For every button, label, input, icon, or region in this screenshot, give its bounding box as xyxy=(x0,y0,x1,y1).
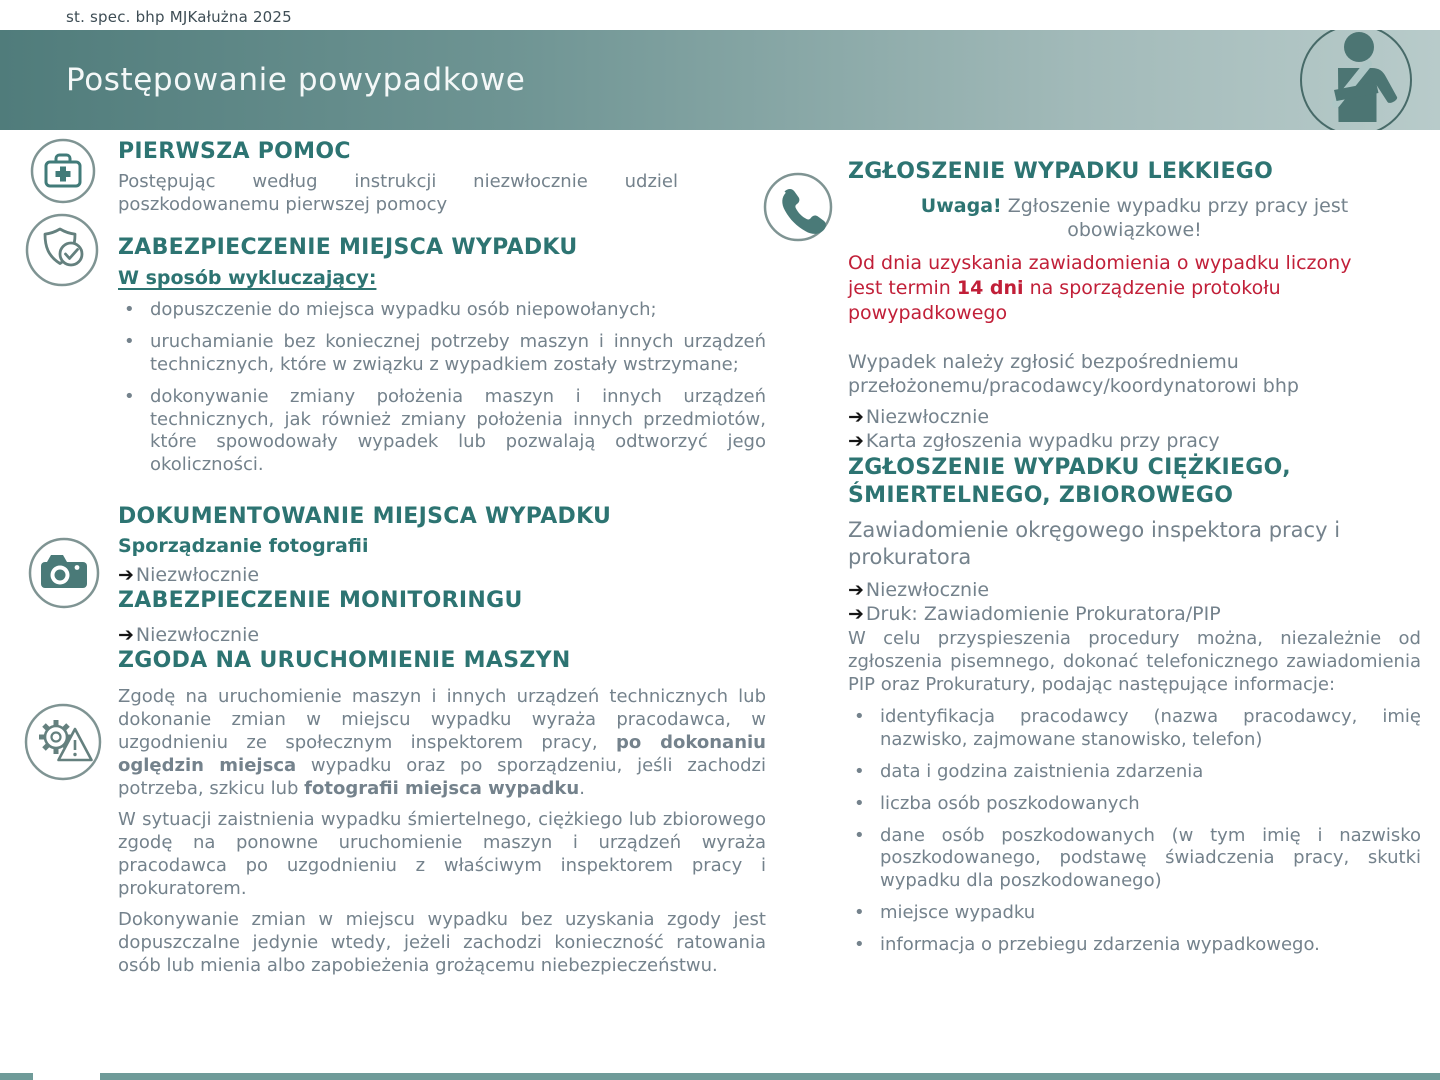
machines-paragraph-1 xyxy=(118,685,766,800)
list-item: • miejsce wypadku xyxy=(848,902,1421,925)
section-title-light-accident: ZGŁOSZENIE WYPADKU LEKKIEGO xyxy=(848,159,1274,184)
protocol-deadline-warning xyxy=(848,251,1380,326)
text-segment-bold: fotografii miejsca wypadku xyxy=(304,778,580,800)
light-accident-deadline xyxy=(848,405,1421,430)
form-text: Druk: Zawiadomienie Prokuratora/PIP xyxy=(865,603,1221,626)
text-segment: na sporządzenie protokołu powypadkowego xyxy=(848,276,1281,325)
machines-paragraph-2: W sytuacji zaistnienia wypadku śmiertelnego, ciężkiego lub zbiorowego zgodę na ponowne uruchomienie maszyn i urządzeń wyraża pracodawca po uzgodnieniu z właściwym inspektorem pracy i prokuratorem. xyxy=(118,809,766,900)
text-segment: Od dnia uzyskania zawiadomienia o wypadku liczony jest termin xyxy=(848,251,1352,299)
list-item: • dokonywanie zmiany położenia maszyn i innych urządzeń technicznych, jak również zmiany położenia innych przedmiotów, które spowodowały wypadek lub pozwalają odtworzyć jego okoliczności. xyxy=(118,386,766,477)
list-item: • uruchamianie bez koniecznej potrzeby maszyn i innych urządzeń technicznych, które w związku z wypadkiem zostały wstrzymane; xyxy=(118,331,766,377)
right-column xyxy=(848,158,1421,966)
light-accident-form xyxy=(848,429,1421,454)
list-item: • identyfikacja pracodawcy (nazwa pracodawcy, imię nazwisko, zajmowane stanowisko, telefon) xyxy=(848,706,1421,752)
footer-bar-segment xyxy=(100,1073,1440,1080)
monitoring-deadline xyxy=(118,623,766,648)
gear-warning-icon xyxy=(23,702,103,782)
deadline-days: 14 dni xyxy=(956,276,1024,299)
severe-accident-form xyxy=(848,602,1421,627)
deadline-text: Niezwłocznie xyxy=(865,578,990,601)
warning-bold: Uwaga! xyxy=(920,194,1002,217)
injured-person-icon xyxy=(1296,30,1416,130)
arrow-icon: ➔ xyxy=(848,430,864,453)
report-to-text: Wypadek należy zgłosić bezpośredniemu przełożonemu/pracodawcy/koordynatorowi bhp xyxy=(848,351,1299,398)
shield-check-icon xyxy=(24,212,100,288)
severe-accident-deadline xyxy=(848,578,1421,603)
camera-icon xyxy=(27,536,101,610)
text-segment-bold: po dokonaniu oględzin miejsca xyxy=(118,732,766,777)
securing-site-subtitle: W sposób wykluczający: xyxy=(118,267,377,290)
arrow-icon: ➔ xyxy=(848,603,864,626)
left-column xyxy=(118,138,766,977)
deadline-text: Niezwłocznie xyxy=(135,623,260,646)
arrow-icon: ➔ xyxy=(118,623,134,646)
section-title-first-aid: PIERWSZA POMOC xyxy=(118,139,351,164)
arrow-icon: ➔ xyxy=(118,563,134,586)
documenting-subtitle: Sporządzanie fotografii xyxy=(118,534,369,557)
text-segment: . xyxy=(579,778,585,800)
section-title-securing-site: ZABEZPIECZENIE MIEJSCA WYPADKU xyxy=(118,234,578,260)
section-title-severe-accident: ZGŁOSZENIE WYPADKU CIĘŻKIEGO, ŚMIERTELNEGO, ZBIOROWEGO xyxy=(848,455,1291,508)
list-item: • liczba osób poszkodowanych xyxy=(848,793,1421,816)
documenting-deadline xyxy=(118,563,766,588)
section-title-documenting: DOKUMENTOWANIE MIEJSCA WYPADKU xyxy=(118,504,612,530)
severe-accident-subtitle: Zawiadomienie okręgowego inspektora pracy i prokuratora xyxy=(848,518,1341,570)
list-item: • dane osób poszkodowanych (w tym imię i nazwisko poszkodowanego, podstawę świadczenia pracy, skutki wypadku dla poszkodowanego) xyxy=(848,825,1421,894)
first-aid-kit-icon xyxy=(30,138,96,204)
mandatory-report-warning xyxy=(896,194,1374,243)
credit-note: st. spec. bhp MJKałużna 2025 xyxy=(66,8,292,26)
first-aid-text: Postępując według instrukcji niezwłocznie udziel poszkodowanemu pierwszej pomocy xyxy=(118,170,678,215)
section-title-machines: ZGODA NA URUCHOMIENIE MASZYN xyxy=(118,648,571,674)
text-segment: Zgodę na uruchomienie maszyn i innych urządzeń technicznych lub dokonanie zmian w miejscu wypadku wyraża pracodawca, w uzgodnieniu ze społecznym inspektorem pracy, xyxy=(118,685,766,754)
text-segment: Zgłoszenie wypadku przy pracy jest obowiązkowe! xyxy=(1001,194,1349,242)
deadline-text: Niezwłocznie xyxy=(135,563,260,586)
list-item: • data i godzina zaistnienia zdarzenia xyxy=(848,761,1421,784)
form-text: Karta zgłoszenia wypadku przy pracy xyxy=(865,430,1220,453)
header-banner xyxy=(0,30,1440,130)
list-item: • informacja o przebiegu zdarzenia wypadkowego. xyxy=(848,934,1421,957)
phone-notification-paragraph: W celu przyspieszenia procedury można, niezależnie od zgłoszenia pisemnego, dokonać telefonicznego zawiadomienia PIP oraz Prokuratury, podając następujące informacje: xyxy=(848,628,1421,696)
list-item: • dopuszczenie do miejsca wypadku osób niepowołanych; xyxy=(118,299,766,322)
securing-site-bullet-list xyxy=(118,299,766,477)
phone-notification-bullet-list xyxy=(848,706,1421,957)
arrow-icon: ➔ xyxy=(848,578,864,601)
deadline-text: Niezwłocznie xyxy=(865,405,990,428)
phone-icon xyxy=(763,172,833,242)
footer-bar-segment xyxy=(0,1073,33,1080)
arrow-icon: ➔ xyxy=(848,405,864,428)
page-title: Postępowanie powypadkowe xyxy=(66,62,526,98)
machines-paragraph-3: Dokonywanie zmian w miejscu wypadku bez uzyskania zgody jest dopuszczalne jedynie wtedy, jeżeli zachodzi konieczność ratowania osób lub mienia albo zapobieżenia grożącemu niebezpieczeństwu. xyxy=(118,909,766,977)
text-segment: wypadku oraz po sporządzeniu, jeśli zachodzi potrzeba, szkicu lub xyxy=(118,755,766,800)
section-title-monitoring: ZABEZPIECZENIE MONITORINGU xyxy=(118,588,523,614)
